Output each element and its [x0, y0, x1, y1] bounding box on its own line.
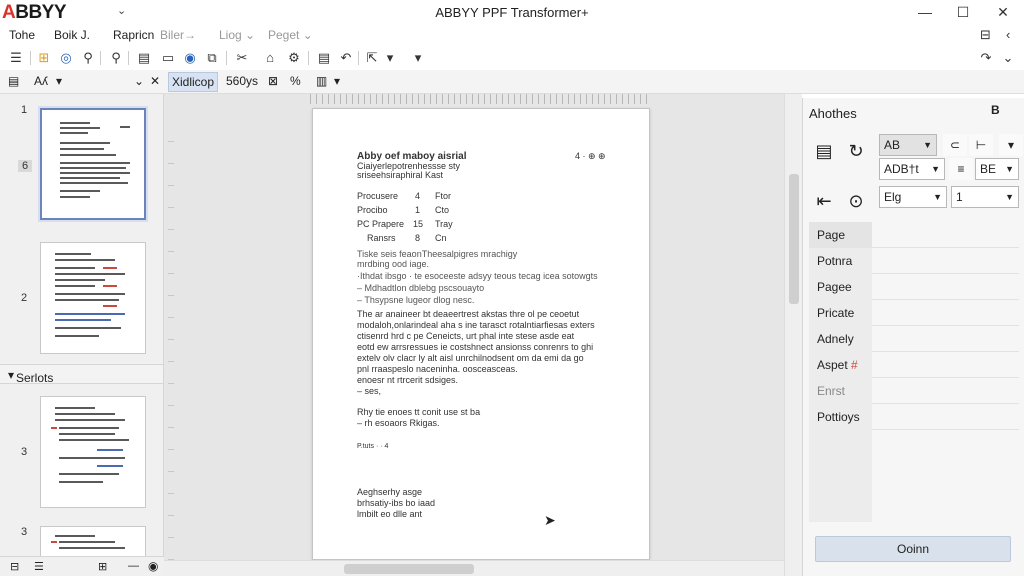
paragraph-line: Tiske seis feaonTheesalpigres mrachigy	[357, 249, 518, 259]
list-item[interactable]	[809, 248, 1019, 274]
paragraph-line: extelv olv clacr ly alt aisl unrchilnodsent om da emi da go	[357, 353, 584, 363]
list-item-label: Pagee	[809, 274, 872, 300]
zoom-level[interactable]: 560ys	[226, 74, 259, 88]
document-page[interactable]	[312, 108, 650, 560]
title-bar	[0, 0, 1024, 24]
list-item-label: Pottioys	[809, 404, 872, 430]
document-view[interactable]	[164, 94, 802, 576]
format-select[interactable]: BE ▼	[975, 158, 1019, 180]
pin-icon[interactable]: ⊟	[10, 561, 20, 573]
cut-icon[interactable]: ✂	[236, 50, 248, 65]
size-select[interactable]: Elg ▼	[879, 186, 947, 208]
list-item-label: Adnely	[809, 326, 872, 352]
doc-subtitle: Ciaiyerlepotrenhessse sty	[357, 161, 461, 171]
table-cell: 15	[413, 219, 424, 229]
text-tool-icon[interactable]: ↷	[980, 50, 992, 65]
shapes-icon[interactable]: ⌂	[266, 50, 274, 65]
table-cell: Cto	[435, 205, 450, 215]
indent-button[interactable]: ⊢	[969, 134, 993, 156]
export-chevron-icon[interactable]: ▾	[386, 50, 394, 65]
list-item-label	[809, 430, 872, 522]
export-icon[interactable]: ⇱	[366, 50, 378, 65]
list-item-label: Potnra	[809, 248, 872, 274]
horizontal-scrollbar[interactable]	[164, 560, 784, 576]
doc-header-right: 4 · ⊕ ⊕	[575, 151, 606, 161]
table-cell: Procibo	[357, 205, 388, 215]
panel-menu-chevron-icon[interactable]: ⌄	[134, 74, 145, 88]
align-left-button[interactable]: ⊂	[943, 134, 967, 156]
edit-icon[interactable]: ⚙	[288, 50, 300, 65]
mouse-cursor-icon: ➤	[544, 512, 556, 528]
rotate-icon[interactable]: ↻	[848, 141, 864, 161]
horizontal-ruler	[310, 94, 650, 104]
scrollbar-thumb[interactable]	[344, 564, 474, 574]
font-select[interactable]: ADB†t ▼	[879, 158, 945, 180]
list-view-icon[interactable]: ☰	[34, 561, 44, 573]
list-item[interactable]	[809, 352, 1019, 378]
table-cell: 8	[415, 233, 421, 243]
table-cell: Ransrs	[367, 233, 396, 243]
menu-item-rapricn[interactable]: Rapricn	[113, 28, 155, 42]
list-item[interactable]	[809, 300, 1019, 326]
minimize-button[interactable]: —	[918, 4, 932, 20]
list-item[interactable]	[809, 274, 1019, 300]
paragraph-line: – ses,	[357, 386, 382, 396]
paragraph-line: pnl rraaspeslo naceninha. oosceasceas.	[357, 364, 518, 374]
table-cell: Procusere	[357, 191, 399, 201]
zoom-out-icon[interactable]: ⚲	[83, 50, 93, 65]
list-item-label: Page	[809, 222, 872, 248]
list-item[interactable]	[809, 326, 1019, 352]
undo-icon[interactable]: ↶	[340, 50, 352, 65]
doc-header: Abby oef maboy aisrial	[357, 151, 467, 162]
menu-item-biler[interactable]: Biler→	[160, 28, 197, 42]
vertical-scrollbar[interactable]	[784, 94, 802, 576]
paragraph-line: – Mdhadtlon dblebg pscsouayto	[357, 283, 485, 293]
value-select[interactable]: 1 ▼	[951, 186, 1019, 208]
panel-close-icon[interactable]: ✕	[150, 74, 161, 88]
thumbnail-view-icon[interactable]: ▤	[8, 74, 20, 88]
paragraph-line: – Thsypsne lugeor dlog nesc.	[357, 295, 475, 305]
percent-label[interactable]: %	[290, 74, 301, 88]
page-number: 3	[21, 526, 28, 538]
search-icon[interactable]: ⚲	[111, 50, 121, 65]
thumbnail-page-3[interactable]	[40, 396, 146, 508]
list-item-label: Pricate	[809, 300, 872, 326]
panel-toggle-icon[interactable]: ⊟	[980, 27, 991, 42]
vertical-ruler	[168, 120, 174, 560]
list-item-label: Aspet #	[809, 352, 872, 378]
panel-close-button[interactable]: B	[991, 103, 1000, 117]
small-text: P.tuts · · 4	[357, 443, 389, 450]
document-icon[interactable]: ▤	[137, 50, 151, 65]
list-item[interactable]	[809, 222, 1019, 248]
doc-subtitle: sriseehsiraphiral Kast	[357, 170, 444, 180]
thumbnail-panel-footer	[0, 556, 164, 576]
menu-item-boik[interactable]: Boik J.	[54, 28, 91, 42]
settings-chevron-icon[interactable]: ⌄	[1002, 50, 1014, 65]
paragraph-line: modaloh,onlarindeal aha s ine tarasct rotalntiarfiesas exters	[357, 320, 595, 330]
sort-chevron-icon[interactable]: ▾	[56, 74, 63, 88]
list-icon[interactable]: ▤	[317, 50, 331, 65]
paragraph-line: ·Ithdat ibsgo · te esoceeste adsyy teous tecag icea sotowgts	[357, 271, 598, 281]
paragraph-line: eotd ew arrsressues ie costshnect ansionss conrenrs to ghi	[357, 342, 594, 352]
table-cell: Tray	[435, 219, 453, 229]
app-logo: ABBYY	[2, 2, 67, 23]
grid-view-icon[interactable]: ⊞	[98, 561, 108, 573]
recognize-icon[interactable]: ◉	[184, 50, 196, 65]
footer-line: lmbilt eo dlle ant	[357, 509, 423, 519]
thumbnail-panel	[0, 94, 164, 576]
table-cell: Cn	[435, 233, 447, 243]
menu-item-peget[interactable]: Peget ⌄	[268, 28, 313, 42]
section-header[interactable]	[0, 364, 163, 384]
scan-icon[interactable]: ◎	[60, 50, 72, 65]
section-label: Serlots ▾	[8, 368, 54, 385]
page-icon[interactable]: ▤	[815, 141, 833, 161]
table-cell: 1	[415, 205, 421, 215]
menu-item-tohe[interactable]: Tohe	[9, 28, 36, 42]
page-number: 3	[21, 446, 28, 458]
paragraph-line: – rh esoaors Rkigas.	[357, 418, 440, 428]
menu-bar	[0, 24, 1024, 46]
thumbnail-page-1[interactable]	[40, 108, 146, 220]
menu-item-liog[interactable]: Liog ⌄	[219, 28, 256, 42]
paragraph-line: mrdbing ood iage.	[357, 259, 430, 269]
view-mode-button[interactable]: Xidlicop	[168, 72, 218, 92]
open-icon[interactable]: ⊞	[38, 50, 50, 65]
sort-icon[interactable]: Aʎ	[34, 74, 49, 88]
list-item	[809, 430, 1019, 456]
footer-line: brhsatiy-ibs bo iaad	[357, 498, 436, 508]
page-marker-badge: 6	[18, 160, 32, 172]
more-chevron-icon[interactable]: ▾	[999, 134, 1023, 156]
panel-title: Ahothes	[809, 106, 857, 121]
zoom-slider-icon[interactable]: ◉	[148, 559, 159, 573]
paragraph-line: ctisenrd hrd c pe Ceneicts, urt phal inte stese asde eat	[357, 331, 575, 341]
import-icon[interactable]: ⇤	[816, 191, 832, 211]
property-list	[809, 222, 1019, 522]
thumbnail-page-4[interactable]	[40, 526, 146, 558]
properties-panel	[802, 98, 1024, 576]
history-icon[interactable]: ⊙	[848, 191, 864, 211]
page-number: 1	[21, 104, 28, 116]
image-icon[interactable]: ▭	[161, 50, 175, 65]
close-button[interactable]: ✕	[997, 4, 1009, 20]
style-select[interactable]: AB ▼	[879, 134, 937, 156]
menu-icon[interactable]: ☰	[10, 50, 22, 65]
thumbnail-page-2[interactable]	[40, 242, 146, 354]
maximize-button[interactable]: ☐	[956, 4, 970, 20]
apply-button[interactable]: Ooinn	[815, 536, 1011, 562]
minus-icon[interactable]: —	[128, 560, 139, 572]
more-chevron-icon[interactable]: ▾	[414, 50, 422, 65]
list-item-label: Enrst	[809, 378, 872, 404]
paragraph-line: Rhy tie enoes tt conit use st ba	[357, 407, 481, 417]
footer-line: Aeghserhy asge	[357, 487, 423, 497]
columns-chevron-icon[interactable]: ▾	[334, 74, 341, 88]
paragraph-line: The ar anaineer bt deaeertrest akstas thre ol pe ceoetut	[357, 309, 580, 319]
collapse-icon[interactable]: ‹	[1006, 27, 1011, 42]
align-center-button[interactable]: ≡	[949, 158, 973, 180]
table-cell: Ftor	[435, 191, 452, 201]
copy-icon[interactable]: ⧉	[207, 50, 217, 65]
scrollbar-thumb[interactable]	[789, 174, 799, 304]
main-toolbar	[0, 46, 1024, 70]
secondary-toolbar	[0, 70, 1024, 94]
window-title: ABBYY PPF Transformer+	[435, 5, 589, 20]
logo-menu-chevron-icon[interactable]: ⌄	[117, 5, 127, 17]
fit-width-icon[interactable]: ⊠	[268, 74, 279, 88]
list-item[interactable]	[809, 378, 1019, 404]
table-cell: 4	[415, 191, 421, 201]
paragraph-line: enoesr nt rtrcerit sdsiges.	[357, 375, 459, 385]
page-number: 2	[21, 292, 28, 304]
table-cell: PC Prapere	[357, 219, 405, 229]
columns-icon[interactable]: ▥	[316, 74, 328, 88]
list-item[interactable]	[809, 404, 1019, 430]
